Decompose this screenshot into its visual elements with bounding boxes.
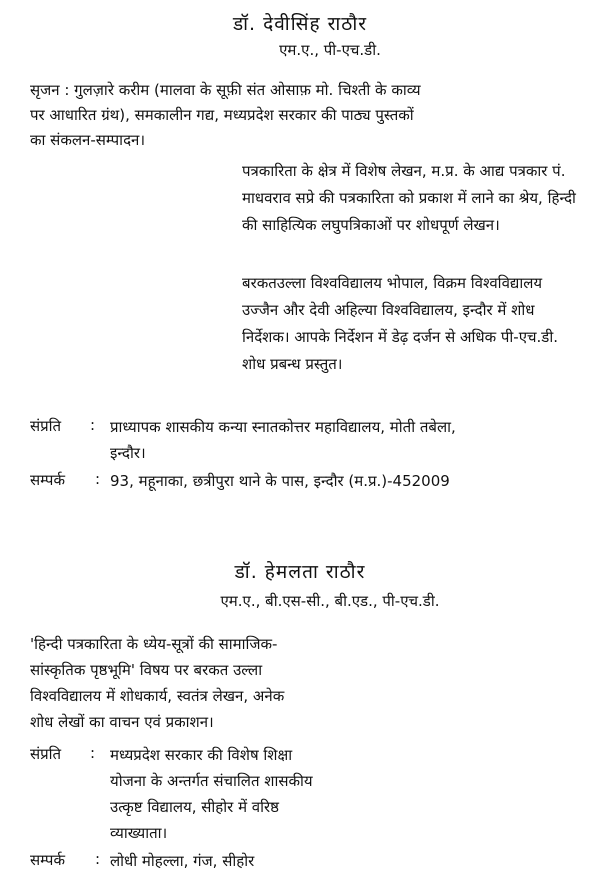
- profile1-sampark-value: 93, महूनाका, छत्रीपुरा थाने के पास, इन्दौर (म.प्र.)-452009: [110, 472, 450, 490]
- profile1-sampratI-line-1: प्राध्यापक शासकीय कन्या स्नातकोत्तर महाविद्यालय, मोती तबेला,: [110, 418, 456, 436]
- profile1-research-paragraph: बरकतउल्ला विश्वविद्यालय भोपाल, विक्रम विश्वविद्यालय उज्जैन और देवी अहिल्या विश्वविद्यालय, इन्दौर में शोध निर्देशक। आपके निर्देशन में डेढ़ दर्जन से अधिक पी-एच.डी. शोध प्रबन्ध प्रस्तुत।: [242, 274, 558, 373]
- profile2-sampratI-line-4: व्याख्याता।: [110, 824, 168, 842]
- profile1-sampark-colon: :: [95, 470, 101, 488]
- profile2-sampratI-label: संप्रति: [30, 745, 62, 763]
- profile1-sampratI-colon: :: [90, 416, 96, 434]
- profile2-sampratI-line-2: योजना के अन्तर्गत संचालित शासकीय: [110, 772, 313, 790]
- profile2-sampark-colon: :: [95, 850, 101, 868]
- profile2-degrees: एम.ए., बी.एस-सी., बी.एड., पी-एच.डी.: [220, 592, 440, 610]
- profile1-srijan-line-3: का संकलन-सम्पादन।: [30, 131, 146, 149]
- profile1-srijan-line-2: पर आधारित ग्रंथ), समकालीन गद्य, मध्यप्रदेश सरकार की पाठ्य पुस्तकों: [30, 106, 414, 124]
- profile2-sampratI-line-1: मध्यप्रदेश सरकार की विशेष शिक्षा: [110, 746, 293, 764]
- profile1-sampark-label: सम्पर्क: [30, 471, 65, 489]
- profile1-sampratI-line-2: इन्दौर।: [110, 444, 146, 462]
- profile1-name: डॉ. देवीसिंह राठौर: [232, 13, 368, 35]
- profile2-sampark-value: लोधी मोहल्ला, गंज, सीहोर: [110, 852, 255, 870]
- profile2-paragraph-line-1: 'हिन्दी पत्रकारिता के ध्येय-सूत्रों की सामाजिक-: [30, 635, 278, 653]
- profile1-srijan-line-1: सृजन : गुलज़ारे करीम (मालवा के सूफ़ी संत ओसाफ़ मो. चिश्ती के काव्य: [30, 81, 421, 99]
- profile2-paragraph-line-3: विश्वविद्यालय में शोधकार्य, स्वतंत्र लेखन, अनेक: [30, 687, 285, 705]
- profile2-paragraph-line-2: सांस्कृतिक पृष्ठभूमि' विषय पर बरकत उल्ला: [30, 661, 263, 679]
- profile2-name: डॉ. हेमलता राठौर: [234, 561, 366, 583]
- profile1-degrees: एम.ए., पी-एच.डी.: [279, 41, 381, 59]
- profile2-sampratI-colon: :: [90, 744, 96, 762]
- profile2-paragraph-line-4: शोध लेखों का वाचन एवं प्रकाशन।: [30, 713, 214, 731]
- profile1-journalism-paragraph: पत्रकारिता के क्षेत्र में विशेष लेखन, म.प्र. के आद्य पत्रकार पं. माधवराव सप्रे की पत्रकारिता को प्रकाश में लाने का श्रेय, हिन्दी की साहित्यिक लघुपत्रिकाओं पर शोधपूर्ण लेखन।: [242, 162, 576, 234]
- profile2-sampark-label: सम्पर्क: [30, 851, 65, 869]
- profile1-sampratI-label: संप्रति: [30, 417, 62, 435]
- profile2-sampratI-line-3: उत्कृष्ट विद्यालय, सीहोर में वरिष्ठ: [110, 798, 279, 816]
